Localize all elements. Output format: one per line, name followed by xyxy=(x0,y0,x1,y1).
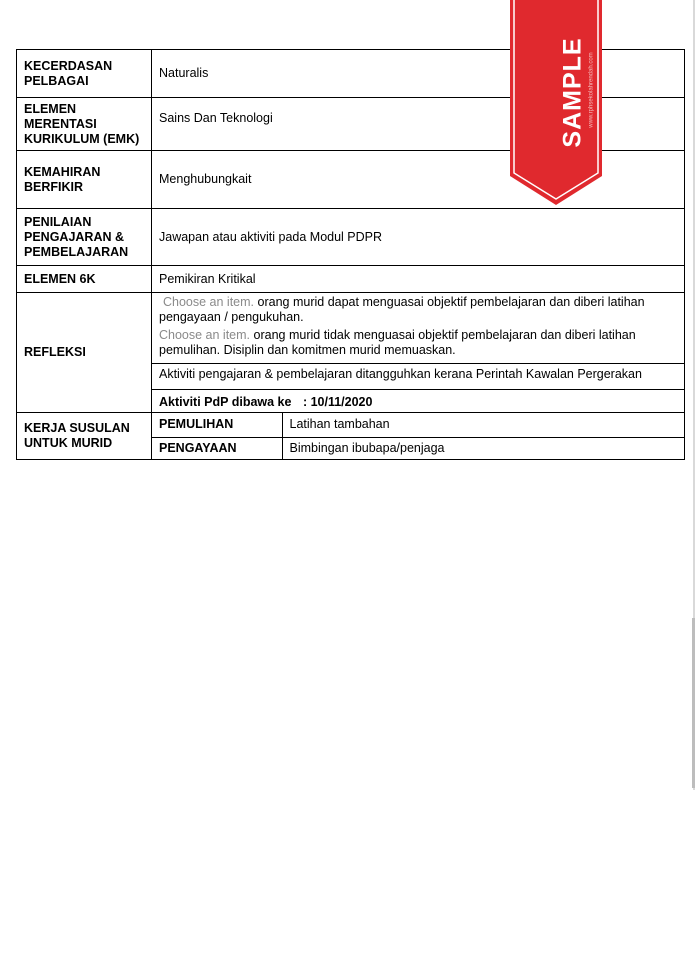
label-emk: ELEMEN MERENTASI KURIKULUM (EMK) xyxy=(17,98,152,151)
value-kecerdasan: Naturalis xyxy=(152,50,685,98)
refleksi-text-1: orang murid dapat menguasai objektif pembelajaran dan diberi latihan pengayaan / pengukuhan. xyxy=(159,295,645,324)
value-emk: Sains Dan Teknologi xyxy=(152,98,685,151)
row-elemen6k xyxy=(17,266,685,293)
dibawa-row xyxy=(152,390,684,412)
refleksi-block xyxy=(152,293,684,364)
pengayaan-row xyxy=(152,437,684,459)
choose-item-dropdown-1[interactable]: Choose an item. xyxy=(163,295,255,309)
scroll-indicator xyxy=(692,618,695,788)
watermark-url: www.rphsekolahrendah.com xyxy=(588,52,595,128)
row-kerja-susulan xyxy=(17,413,685,460)
value-elemen6k: Pemikiran Kritikal xyxy=(152,266,685,293)
value-kerja-susulan xyxy=(152,413,685,460)
pemulihan-label: PEMULIHAN xyxy=(152,413,282,437)
label-penilaian: PENILAIAN PENGAJARAN & PEMBELAJARAN xyxy=(17,209,152,266)
pemulihan-value: Latihan tambahan xyxy=(282,413,684,437)
value-refleksi xyxy=(152,293,685,413)
row-penilaian xyxy=(17,209,685,266)
pemulihan-row xyxy=(152,413,684,437)
label-kemahiran: KEMAHIRAN BERFIKIR xyxy=(17,151,152,209)
refleksi-line-1 xyxy=(159,295,677,325)
label-refleksi: REFLEKSI xyxy=(17,293,152,413)
label-kerja-susulan: KERJA SUSULAN UNTUK MURID xyxy=(17,413,152,460)
value-penilaian: Jawapan atau aktiviti pada Modul PDPR xyxy=(152,209,685,266)
sample-watermark-text: SAMPLE xyxy=(558,37,587,148)
value-kemahiran: Menghubungkait xyxy=(152,151,685,209)
ribbon-text-box xyxy=(510,30,602,150)
kerja-susulan-subtable xyxy=(152,413,684,459)
pengayaan-value: Bimbingan ibubapa/penjaga xyxy=(289,440,445,455)
dibawa-label: Aktiviti PdP dibawa ke xyxy=(159,395,292,409)
label-kecerdasan: KECERDASAN PELBAGAI xyxy=(17,50,152,98)
ditangguhkan-note: Aktiviti pengajaran & pembelajaran ditangguhkan kerana Perintah Kawalan Pergerakan xyxy=(152,364,684,390)
pengayaan-label: PENGAYAAN xyxy=(152,437,282,459)
label-elemen6k: ELEMEN 6K xyxy=(17,266,152,293)
row-refleksi xyxy=(17,293,685,413)
dibawa-date: : 10/11/2020 xyxy=(302,395,373,409)
choose-item-dropdown-2[interactable]: Choose an item. xyxy=(159,328,251,342)
refleksi-text-2: orang murid tidak menguasai objektif pembelajaran dan diberi latihan pemulihan. Disiplin dan komitmen murid memuaskan. xyxy=(159,328,636,357)
refleksi-line-2 xyxy=(159,328,677,358)
